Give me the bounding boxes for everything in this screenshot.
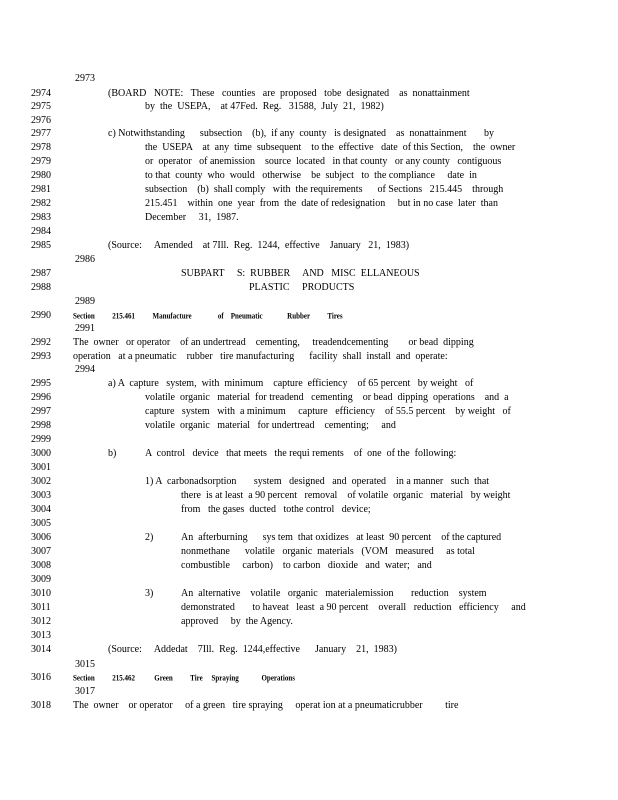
line-number: 2974: [31, 88, 51, 99]
line-number: 2995: [31, 378, 51, 389]
paragraph-c-line: December 31, 1987.: [145, 212, 239, 223]
section-text-line: The owner or operator of an undertread cementing, treadendcementing or bead dipping: [73, 337, 474, 348]
line-number: 3000: [31, 448, 51, 459]
subitem-3-label: 3): [145, 588, 154, 599]
line-number: 3012: [31, 616, 51, 627]
item-b-line: A control device that meets the requi rements of one of the following:: [145, 448, 457, 459]
subpart-heading: SUBPART S: RUBBER AND MISC ELLANEOUS: [181, 268, 420, 279]
subitem-1-line: there is at least a 90 percent removal of volatile organic material by weight: [181, 490, 511, 501]
source-note: (Source: Amended at 7Ill. Reg. 1244, effective January 21, 1983): [108, 240, 410, 251]
line-number: 2990: [31, 310, 51, 321]
line-number: 3002: [31, 476, 51, 487]
line-number: 2989: [75, 296, 95, 307]
line-number: 2985: [31, 240, 51, 251]
section-text-line: operation at a pneumatic rubber tire manufacturing facility shall install and operate:: [73, 351, 448, 362]
subitem-2-line: nonmethane volatile organic materials (VOM measured as total: [181, 546, 475, 557]
line-number: 2978: [31, 142, 51, 153]
paragraph-c-line: subsection (b) shall comply with the requirements of Sections 215.445 through: [145, 184, 504, 195]
subitem-2-label: 2): [145, 532, 154, 543]
board-note-line: (BOARD NOTE: These counties are proposed tobe designated as nonattainment: [108, 88, 470, 99]
subitem-3-line: approved by the Agency.: [181, 616, 293, 627]
paragraph-c-line: or operator of anemission source located in that county or any county contiguous: [145, 156, 502, 167]
subitem-2-line: combustible carbon) to carbon dioxide and water; and: [181, 560, 432, 571]
line-number: 2986: [75, 254, 95, 265]
line-number: 2994: [75, 364, 95, 375]
line-number: 2992: [31, 337, 51, 348]
line-number: 3008: [31, 560, 51, 571]
line-number: 2975: [31, 101, 51, 112]
line-number: 2973: [75, 73, 95, 84]
line-number: 2976: [31, 115, 51, 126]
line-number: 3015: [75, 659, 95, 670]
source-note: (Source: Addedat 7Ill. Reg. 1244,effective January 21, 1983): [108, 644, 397, 655]
line-number: 3001: [31, 462, 51, 473]
line-number: 3013: [31, 630, 51, 641]
item-a-line: a) A capture system, with minimum capture efficiency of 65 percent by weight of: [108, 378, 474, 389]
line-number: 3006: [31, 532, 51, 543]
line-number: 2991: [75, 323, 95, 334]
line-number: 2977: [31, 128, 51, 139]
item-a-line: capture system with a minimum capture efficiency of 55.5 percent by weight of: [145, 406, 511, 417]
line-number: 3009: [31, 574, 51, 585]
section-heading: Section 215.461 Manufacture of Pneumatic Rubber Tires: [73, 311, 343, 321]
line-number: 3017: [75, 686, 95, 697]
paragraph-c-line: c) Notwithstanding subsection (b), if any county is designated as nonattainment by: [108, 128, 495, 139]
board-note-line: by the USEPA, at 47Fed. Reg. 31588, July 21, 1982): [145, 101, 384, 112]
section-heading: Section 215.462 Green Tire Spraying Operations: [73, 673, 295, 683]
section-text-line: The owner or operator of a green tire spraying operat ion at a pneumaticrubber tire: [73, 700, 459, 711]
line-number: 3004: [31, 504, 51, 515]
line-number: 3010: [31, 588, 51, 599]
line-number: 2987: [31, 268, 51, 279]
subitem-1-line: from the gases ducted tothe control device;: [181, 504, 371, 515]
paragraph-c-line: 215.451 within one year from the date of redesignation but in no case later than: [145, 198, 498, 209]
subitem-2-line: An afterburning sys tem that oxidizes at least 90 percent of the captured: [181, 532, 502, 543]
line-number: 2981: [31, 184, 51, 195]
line-number: 3014: [31, 644, 51, 655]
item-a-line: volatile organic material for treadend cementing or bead dipping operations and a: [145, 392, 509, 403]
subitem-1-line: 1) A carbonadsorption system designed and operated in a manner such that: [145, 476, 490, 487]
line-number: 2988: [31, 282, 51, 293]
line-number: 2999: [31, 434, 51, 445]
line-number: 3007: [31, 546, 51, 557]
item-b-label: b): [108, 448, 117, 459]
line-number: 2983: [31, 212, 51, 223]
line-number: 3005: [31, 518, 51, 529]
line-number: 3003: [31, 490, 51, 501]
line-number: 2980: [31, 170, 51, 181]
line-number: 3016: [31, 672, 51, 683]
line-number: 3018: [31, 700, 51, 711]
subitem-3-line: demonstrated to haveat least a 90 percent overall reduction efficiency and: [181, 602, 526, 613]
line-number: 2984: [31, 226, 51, 237]
line-number: 2982: [31, 198, 51, 209]
paragraph-c-line: to that county who would otherwise be subject to the compliance date in: [145, 170, 477, 181]
line-number: 2997: [31, 406, 51, 417]
subitem-3-line: An alternative volatile organic materialemission reduction system: [181, 588, 487, 599]
subpart-heading: PLASTIC PRODUCTS: [249, 282, 355, 293]
item-a-line: volatile organic material for undertread cementing; and: [145, 420, 396, 431]
line-number: 2998: [31, 420, 51, 431]
line-number: 2979: [31, 156, 51, 167]
paragraph-c-line: the USEPA at any time subsequent to the effective date of this Section, the owner: [145, 142, 516, 153]
line-number: 2993: [31, 351, 51, 362]
line-number: 3011: [31, 602, 51, 613]
line-number: 2996: [31, 392, 51, 403]
